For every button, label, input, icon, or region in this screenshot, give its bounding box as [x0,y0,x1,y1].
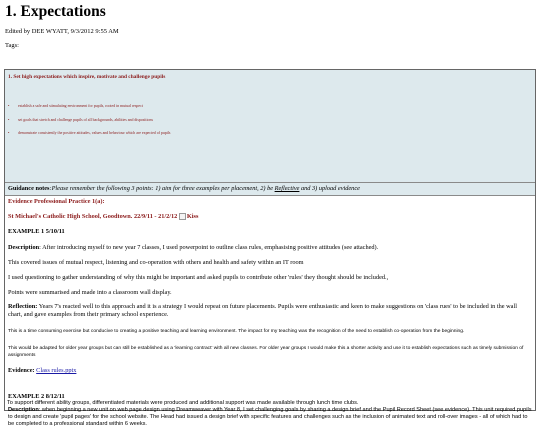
example1-note2: This would be adapted for older year groups but can still be established as a 'learning contract' with all new classes. For older year groups I would make this a shorter activity and use it to establish expectations such as timely submission of assignments [8,346,524,358]
page-title: 1. Expectations [5,3,106,20]
guidance-notes [5,183,535,196]
standard-bullet: • establish a safe and stimulating environment for pupils, rooted in mutual respect [8,104,143,108]
standard-bullet: • set goals that stretch and challenge pupils of all backgrounds, abilities and dispositions [8,118,153,122]
guidance-label: Guidance notes [8,185,50,192]
example2-cut-line: To support different ability groups, differentiated materials were produced and additional support was made available through lunch time clubs. [7,400,359,406]
example1-line4: Points were summarised and made into a classroom wall display. [8,289,172,296]
edited-by: Edited by DEE WYATT, 9/3/2012 9:55 AM [5,28,119,35]
example1-title: EXAMPLE 1 5/10/11 [8,228,65,235]
example1-reflection: Reflection: Years 7's reacted well to this approach and it is a strategy I would repeat on future placements. Pupils were enthusiastic and keen to make suggestions on 'class rues' to be included in the wall chart, and gave examples from their primary school experience. [8,303,517,318]
school-line: St Michael's Catholic High School, Goodtown. 22/9/11 - 21/2/12 Kiss [8,213,199,220]
guidance-text-a: :Please remember the following 3 points: 1) aim for three examples per placement, 2) be [49,185,275,192]
standard-section [5,70,535,183]
example1-note1: This is a time consuming exercise but conducive to creating a positive teaching and learning environment. The impact for my teaching was the recognition of the need to establish co-operation from the beginning. [8,329,465,334]
example2-description: Description: when beginning a new unit on web page design using Dreamweaver with Year 8, I set challenging goals by sharing a design brief and the Pupil Record Sheet (see evidence). This unit required pupils to design and create 'pupil pages' for the school website. The Head had issued a design brief with specific features and challenges such as the inclusion of animated text and roll-over images - all of which had to be completed to a professional standard within 6 weeks. [8,407,532,427]
content-table [4,69,536,427]
standard-bullet: • demonstrate consistently the positive attitudes, values and behaviour which are expected of pupils [8,131,171,135]
class-rules-link[interactable]: Class rules.pptx [36,367,77,374]
example1-description: Description: After introducing myself to new year 7 classes, I used powerpoint to outline class rules, emphasising positive attitudes (see attached). [8,244,379,251]
evidence-section [5,196,535,427]
example1-line2: This covered issues of mutual respect, listening and co-operation with others and health and safety within an IT room [8,259,304,266]
example1-evidence: Evidence: Class rules.pptx [8,367,77,374]
standard-heading: 1. Set high expectations which inspire, motivate and challenge pupils [8,74,166,80]
guidance-text-b: and 3) upload evidence [299,185,360,192]
broken-image-icon [179,213,186,220]
kiss-image-alt: Kiss [186,213,199,220]
guidance-reflective: Reflective [274,185,300,192]
tags-label: Tags: [5,42,19,49]
evidence-header: Evidence Professional Practice 1(a): [8,198,105,205]
example1-line3: I used questioning to gather understanding of why this might be important and asked pupils to contribute other 'rules' they thought should be included., [8,274,389,281]
example2-title: EXAMPLE 2 8/12/11 [8,393,65,400]
